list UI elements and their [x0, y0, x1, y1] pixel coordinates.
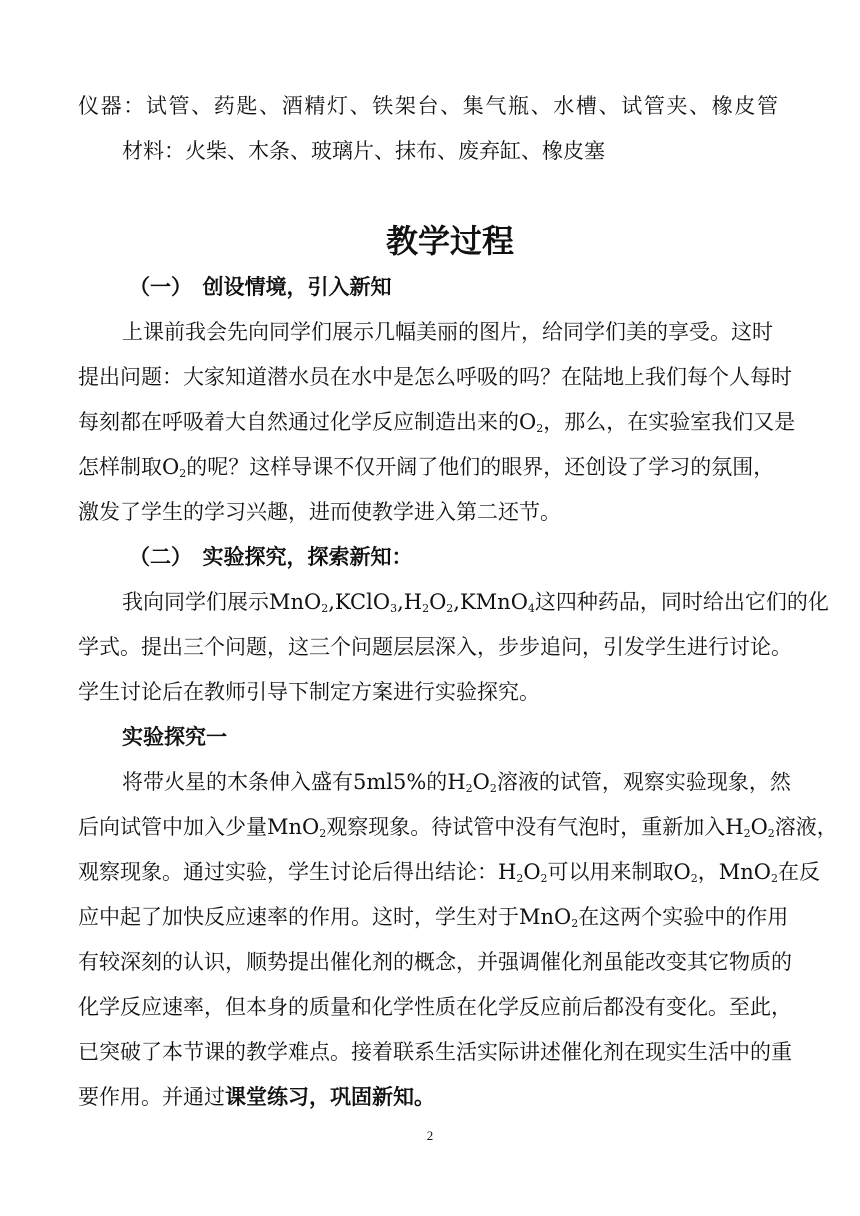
section1-line5: 激发了学生的学习兴趣，进而使教学进入第二还节。	[78, 500, 561, 524]
o2-formula: $O_2$	[519, 410, 544, 435]
experiment1-line8: 要作用。并通过课堂练习，巩固新知。	[78, 1084, 435, 1109]
h2o2-formula: $H_2O_2$	[498, 860, 548, 885]
o2-formula: $O_2$	[162, 455, 187, 480]
experiment1-line5: 有较深刻的认识，顺势提出催化剂的概念，并强调催化剂虽能改变其它物质的	[78, 950, 792, 974]
section1-line4: 怎样制取$O_2$的呢？这样导课不仅开阔了他们的眼界，还创设了学习的氛围，	[78, 455, 775, 480]
mno2-formula: MnO$_2$	[718, 860, 779, 885]
h2o2-formula: $H_2O_2$	[447, 770, 497, 795]
experiment1-line7: 已突破了本节课的教学难点。接着联系生活实际讲述催化剂在现实生活中的重	[78, 1040, 792, 1064]
experiment1-heading: 实验探究一	[122, 724, 227, 749]
section2-heading: （二） 实验探究，探索新知：	[129, 544, 413, 569]
experiment1-line6: 化学反应速率，但本身的质量和化学性质在化学反应前后都没有变化。至此，	[78, 995, 792, 1019]
section2-line2: 学式。提出三个问题，这三个问题层层深入，步步追问，引发学生进行讨论。	[78, 635, 792, 659]
section2-line1: 我向同学们展示$MnO_2,KClO_3,H_2O_2,KMnO_4$这四种药品，同时给出它们的化	[122, 590, 829, 615]
mno2-formula: MnO$_2$	[519, 905, 579, 930]
chemical-list: $MnO_2,KClO_3,H_2O_2,KMnO_4$	[269, 590, 535, 615]
section1-line2: 提出问题：大家知道潜水员在水中是怎么呼吸的吗？在陆地上我们每个人每时	[78, 365, 792, 389]
o2-formula: $O_2$	[673, 860, 698, 885]
page-title: 教学过程	[385, 222, 514, 260]
section2-line3: 学生讨论后在教师引导下制定方案进行实验探究。	[78, 680, 540, 704]
h2o2-formula: $H_2O_2$	[725, 815, 775, 840]
section1-line3: 每刻都在呼吸着大自然通过化学反应制造出来的$O_2$，那么，在实验室我们又是	[78, 410, 796, 435]
mno2-formula: MnO$_2$	[267, 815, 327, 840]
supplies-line: 材料：火柴、木条、玻璃片、抹布、废弃缸、橡皮塞	[122, 139, 605, 163]
instruments-line: 仪器：试管、药匙、酒精灯、铁架台、集气瓶、水槽、试管夹、橡皮管	[78, 94, 778, 118]
page-number: 2	[426, 1128, 434, 1143]
experiment1-line4: 应中起了加快反应速率的作用。这时，学生对于MnO$_2$在这两个实验中的作用	[78, 905, 789, 930]
section1-line1: 上课前我会先向同学们展示几幅美丽的图片，给同学们美的享受。这时	[122, 320, 773, 344]
practice-emphasis: 课堂练习，巩固新知。	[225, 1084, 435, 1109]
experiment1-line3: 观察现象。通过实验，学生讨论后得出结论：$H_2O_2$可以用来制取$O_2$，MnO$_2$在反	[78, 860, 821, 885]
section1-heading: （一） 创设情境，引入新知	[129, 274, 392, 299]
experiment1-line1: 将带火星的木条伸入盛有5ml5%的$H_2O_2$溶液的试管，观察实验现象，然	[122, 770, 791, 795]
experiment1-line2: 后向试管中加入少量MnO$_2$观察现象。待试管中没有气泡时，重新加入$H_2O_2$溶液，	[78, 815, 838, 840]
